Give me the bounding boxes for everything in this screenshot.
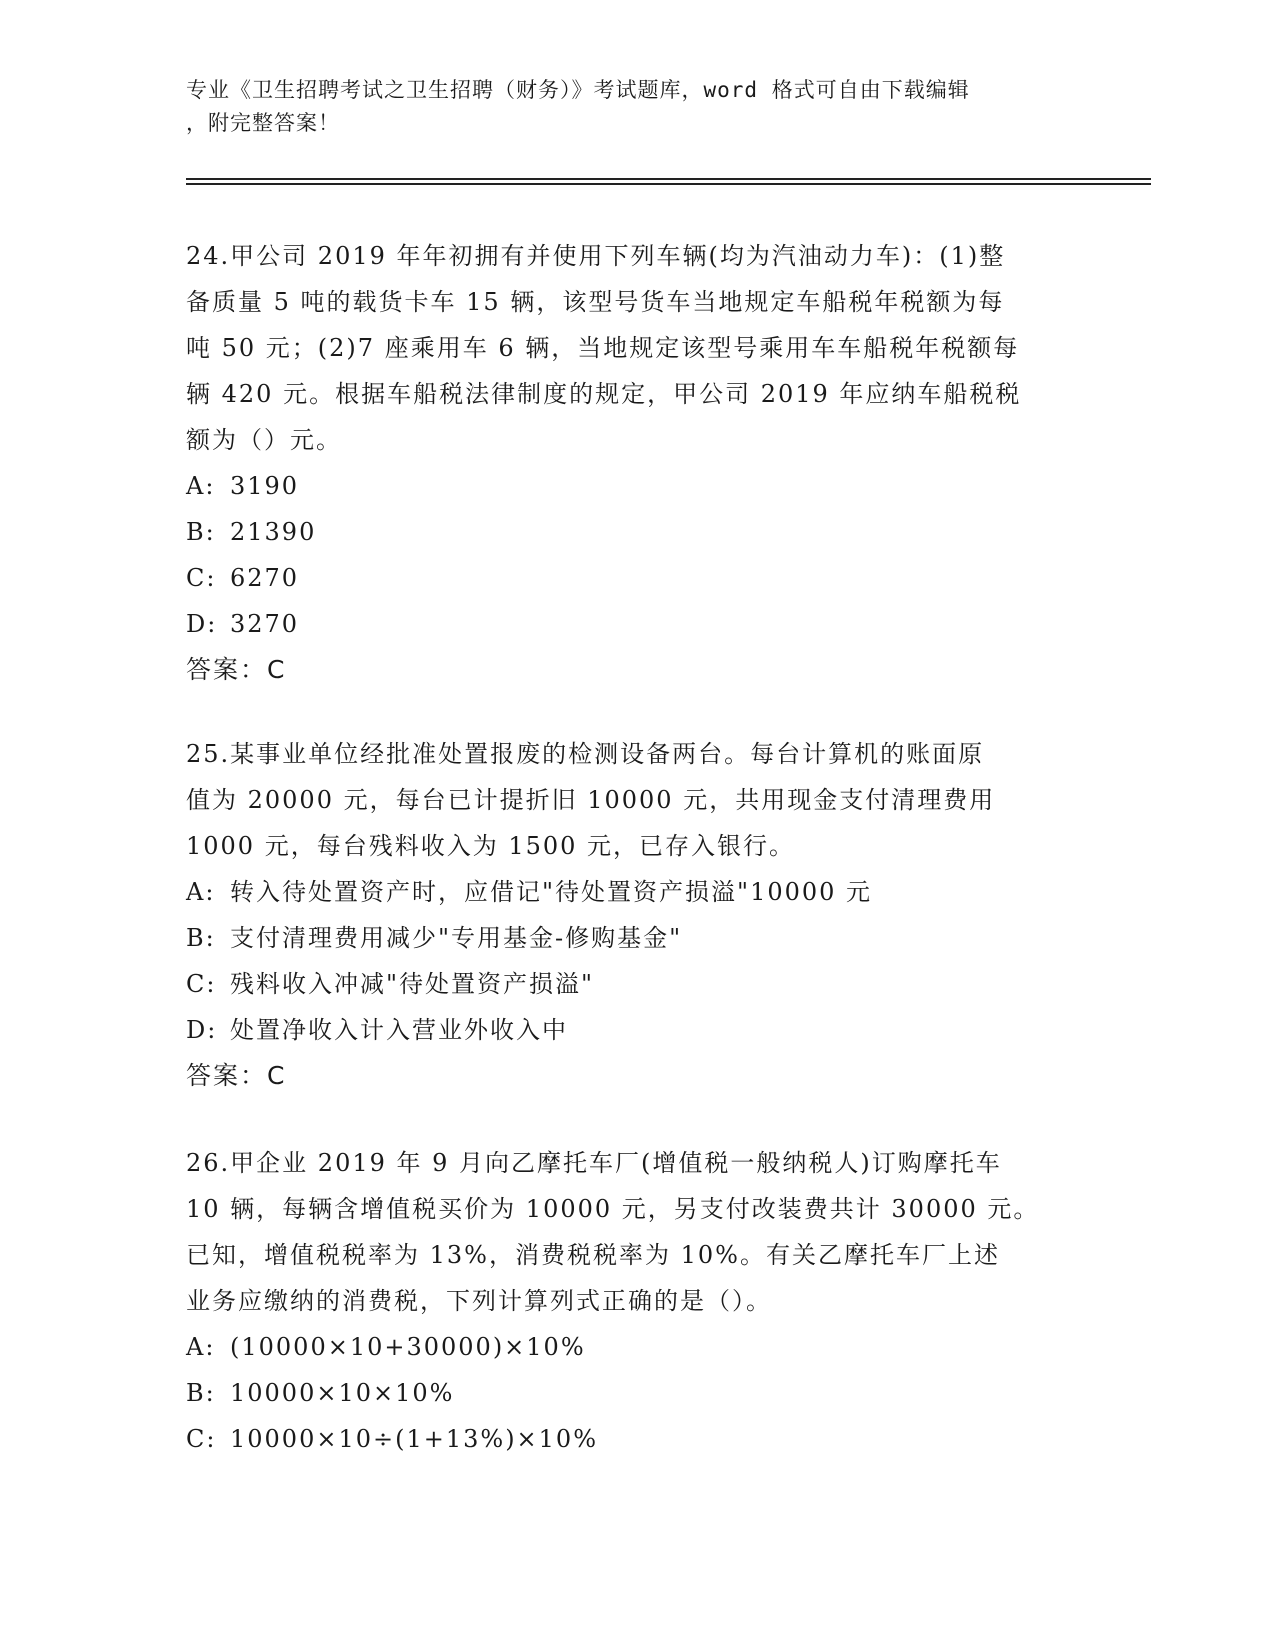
option-letter: B: bbox=[186, 1379, 216, 1407]
option-letter: C: bbox=[186, 1425, 217, 1453]
option-c bbox=[186, 555, 1086, 601]
question-text-line: 业务应缴纳的消费税，下列计算列式正确的是（）。 bbox=[186, 1287, 772, 1315]
question-text-line: 值为 20000 元，每台已计提折旧 10000 元，共用现金支付清理费用 bbox=[186, 786, 996, 814]
header-divider-bottom bbox=[186, 183, 1151, 185]
option-text: (10000×10+30000)×10% bbox=[230, 1333, 586, 1361]
option-c bbox=[186, 1416, 1086, 1462]
header-line-2: ，附完整答案！ bbox=[186, 111, 340, 135]
option-b bbox=[186, 915, 1086, 961]
question-text-line: 1000 元，每台残料收入为 1500 元，已存入银行。 bbox=[186, 832, 796, 860]
option-text: 3190 bbox=[230, 472, 300, 500]
question-24 bbox=[186, 233, 1086, 693]
option-text: 10000×10×10% bbox=[230, 1379, 455, 1407]
option-b bbox=[186, 1370, 1086, 1416]
question-text-line: 25.某事业单位经批准处置报废的检测设备两台。每台计算机的账面原 bbox=[186, 740, 985, 768]
option-text: 3270 bbox=[230, 610, 300, 638]
option-letter: A: bbox=[186, 472, 216, 500]
option-text: 转入待处置资产时，应借记"待处置资产损溢"10000 元 bbox=[230, 878, 873, 906]
option-letter: C: bbox=[186, 970, 217, 998]
option-letter: D: bbox=[186, 610, 218, 638]
question-text-line: 已知，增值税税率为 13%，消费税税率为 10%。有关乙摩托车厂上述 bbox=[186, 1241, 1000, 1269]
option-letter: D: bbox=[186, 1016, 218, 1044]
option-c bbox=[186, 961, 1086, 1007]
option-text: 残料收入冲减"待处置资产损溢" bbox=[230, 970, 595, 998]
option-text: 6270 bbox=[230, 564, 300, 592]
option-letter: A: bbox=[186, 878, 216, 906]
question-text-line: 额为（）元。 bbox=[186, 426, 342, 454]
question-text-line: 10 辆，每辆含增值税买价为 10000 元，另支付改装费共计 30000 元。 bbox=[186, 1195, 1040, 1223]
option-text: 21390 bbox=[230, 518, 317, 546]
option-a bbox=[186, 869, 1086, 915]
header-line-1: 专业《卫生招聘考试之卫生招聘（财务）》考试题库，word 格式可自由下载编辑 bbox=[186, 78, 970, 102]
header-divider-top bbox=[186, 178, 1151, 180]
answer-line: 答案：C bbox=[186, 655, 287, 684]
question-26 bbox=[186, 1140, 1086, 1462]
question-text-line: 26.甲企业 2019 年 9 月向乙摩托车厂(增值税一般纳税人)订购摩托车 bbox=[186, 1149, 1002, 1177]
question-text-line: 备质量 5 吨的载货卡车 15 辆，该型号货车当地规定车船税年税额为每 bbox=[186, 288, 1005, 316]
question-text-line: 吨 50 元；(2)7 座乘用车 6 辆，当地规定该型号乘用车车船税年税额每 bbox=[186, 334, 1020, 362]
answer-line: 答案：C bbox=[186, 1061, 287, 1090]
option-text: 支付清理费用减少"专用基金-修购基金" bbox=[230, 924, 683, 952]
option-a bbox=[186, 1324, 1086, 1370]
question-text-line: 辆 420 元。根据车船税法律制度的规定，甲公司 2019 年应纳车船税税 bbox=[186, 380, 1022, 408]
option-text: 处置净收入计入营业外收入中 bbox=[230, 1016, 568, 1044]
option-letter: B: bbox=[186, 924, 216, 952]
option-d bbox=[186, 1007, 1086, 1053]
option-letter: A: bbox=[186, 1333, 216, 1361]
option-d bbox=[186, 601, 1086, 647]
question-text-line: 24.甲公司 2019 年年初拥有并使用下列车辆(均为汽油动力车)：(1)整 bbox=[186, 242, 1006, 270]
option-text: 10000×10÷(1+13%)×10% bbox=[230, 1425, 599, 1453]
document-header bbox=[186, 74, 1076, 140]
option-letter: B: bbox=[186, 518, 216, 546]
option-letter: C: bbox=[186, 564, 217, 592]
option-b bbox=[186, 509, 1086, 555]
option-a bbox=[186, 463, 1086, 509]
question-25 bbox=[186, 731, 1086, 1099]
